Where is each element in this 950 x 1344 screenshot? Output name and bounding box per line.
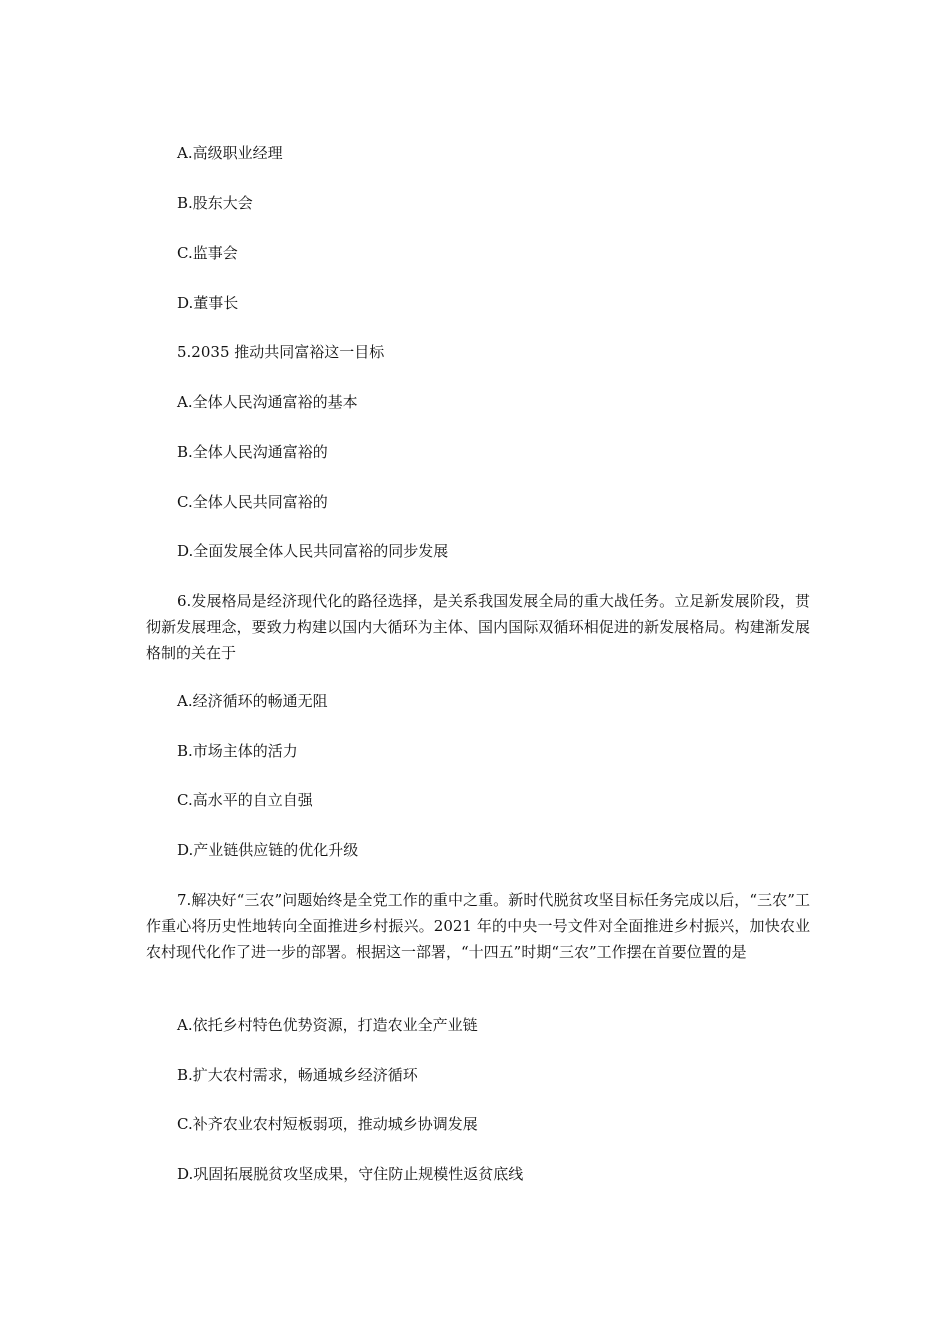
q7-option-a: A.依托乡村特色优势资源，打造农业全产业链 — [177, 1016, 478, 1034]
q6-stem: 6.发展格局是经济现代化的路径选择，是关系我国发展全局的重大战任务。立足新发展阶段，贯彻新发展理念，要致力构建以国内大循环为主体、国内国际双循环相促进的新发展格局。构建渐发展格制的关在于 — [146, 592, 810, 662]
q7-option-b: B.扩大农村需求，畅通城乡经济循环 — [177, 1066, 418, 1084]
q5-option-d: D.全面发展全体人民共同富裕的同步发展 — [177, 542, 449, 560]
q6-option-a: A.经济循环的畅通无阻 — [177, 692, 328, 710]
q7-option-c: C.补齐农业农村短板弱项，推动城乡协调发展 — [177, 1115, 478, 1133]
q5-option-b: B.全体人民沟通富裕的 — [177, 443, 328, 461]
q6-option-b: B.市场主体的活力 — [177, 742, 298, 760]
q4-option-d: D.董事长 — [177, 294, 239, 312]
q6-option-d: D.产业链供应链的优化升级 — [177, 841, 359, 859]
q7-option-d: D.巩固拓展脱贫攻坚成果，守住防止规模性返贫底线 — [177, 1165, 524, 1183]
q7-stem: 7.解决好“三农”问题始终是全党工作的重中之重。新时代脱贫攻坚目标任务完成以后，“三农”工作重心将历史性地转向全面推进乡村振兴。2021 年的中央一号文件对全面推进乡村振兴，加快农业农村现代化作了进一步的部署。根据这一部署，“十四五”时期“三农”工作摆在首要位置的是 — [146, 891, 810, 961]
q4-option-a: A.高级职业经理 — [177, 144, 283, 162]
q5-option-a: A.全体人民沟通富裕的基本 — [177, 393, 358, 411]
q5-stem: 5.2035 推动共同富裕这一目标 — [177, 343, 385, 361]
q4-option-b: B.股东大会 — [177, 194, 253, 212]
q5-option-c: C.全体人民共同富裕的 — [177, 493, 328, 511]
q4-option-c: C.监事会 — [177, 244, 238, 262]
q6-option-c: C.高水平的自立自强 — [177, 791, 313, 809]
